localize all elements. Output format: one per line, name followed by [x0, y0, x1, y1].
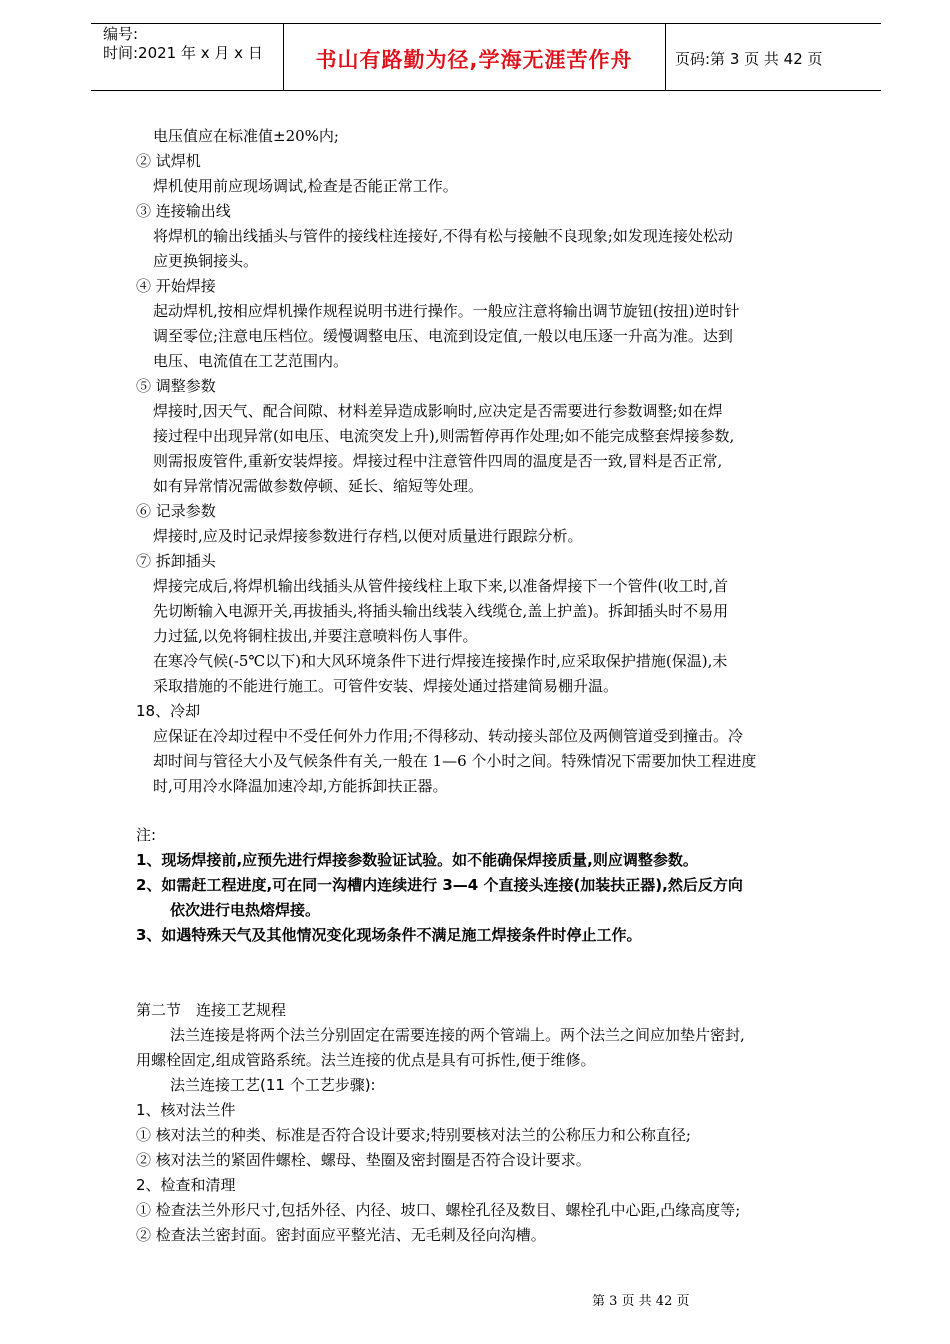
body-line: 时,可用冷水降温加速冷却,方能拆卸扶正器。 [153, 777, 448, 795]
header-divider-right [665, 23, 666, 90]
section-intro: 法兰连接是将两个法兰分别固定在需要连接的两个管端上。两个法兰之间应加垫片密封, [170, 1026, 745, 1044]
body-line: 应保证在冷却过程中不受任何外力作用;不得移动、转动接头部位及两侧管道受到撞击。冷 [153, 727, 744, 745]
header-page-info: 页码:第 3 页 共 42 页 [675, 50, 823, 68]
body-line: 电压值应在标准值±20%内; [153, 127, 339, 145]
note-item: 依次进行电热熔焊接。 [170, 901, 321, 919]
step-item: ② 检查法兰密封面。密封面应平整光洁、无毛刺及径向沟槽。 [136, 1226, 546, 1244]
body-line: 调至零位;注意电压档位。缓慢调整电压、电流到设定值,一般以电压逐一升高为准。达到 [153, 327, 733, 345]
body-line: 焊机使用前应现场调试,检查是否能正常工作。 [153, 177, 458, 195]
note-item: 1、现场焊接前,应预先进行焊接参数验证试验。如不能确保焊接质量,则应调整参数。 [136, 851, 698, 869]
header-top-rule [91, 23, 881, 24]
body-line: 电压、电流值在工艺范围内。 [153, 352, 349, 370]
note-item: 2、如需赶工程进度,可在同一沟槽内连续进行 3—4 个直接头连接(加装扶正器),然后反方向 [136, 876, 743, 894]
body-line: 如有异常情况需做参数停顿、延长、缩短等处理。 [153, 477, 484, 495]
step-heading: ③ 连接输出线 [136, 202, 231, 220]
step-heading: 18、冷却 [136, 702, 201, 720]
header-bottom-rule [91, 90, 881, 91]
body-line: 将焊机的输出线插头与管件的接线柱连接好,不得有松与接触不良现象;如发现连接处松动 [153, 227, 733, 245]
step-heading: ⑥ 记录参数 [136, 502, 216, 520]
body-line: 力过猛,以免将铜柱拔出,并要注意喷料伤人事件。 [153, 627, 478, 645]
body-line: 先切断输入电源开关,再拔插头,将插头输出线装入线缆仓,盖上护盖)。拆卸插头时不易用 [153, 602, 729, 620]
body-line: 接过程中出现异常(如电压、电流突发上升),则需暂停再作处理;如不能完成整套焊接参数, [153, 427, 735, 445]
step-title: 1、核对法兰件 [136, 1101, 236, 1119]
step-item: ① 核对法兰的种类、标准是否符合设计要求;特别要核对法兰的公称压力和公称直径; [136, 1126, 691, 1144]
body-line: 焊接时,应及时记录焊接参数进行存档,以便对质量进行跟踪分析。 [153, 527, 583, 545]
body-line: 则需报废管件,重新安装焊接。焊接过程中注意管件四周的温度是否一致,冒料是否正常, [153, 452, 723, 470]
step-heading: ⑦ 拆卸插头 [136, 552, 216, 570]
body-line: 起动焊机,按相应焊机操作规程说明书进行操作。一般应注意将输出调节旋钮(按扭)逆时针 [153, 302, 740, 320]
header-number-label: 编号: [103, 25, 139, 43]
header-time-label: 时间:2021 年 x 月 x 日 [103, 44, 263, 62]
body-line: 在寒冷气候(-5℃以下)和大风环境条件下进行焊接连接操作时,应采取保护措施(保温),未 [153, 652, 728, 670]
body-line: 应更换铜接头。 [153, 252, 259, 270]
header-meta [103, 25, 263, 63]
body-line: 却时间与管径大小及气候条件有关,一般在 1—6 个小时之间。特殊情况下需要加快工程进度 [153, 752, 757, 770]
body-line: 焊接时,因天气、配合间隙、材料差异造成影响时,应决定是否需要进行参数调整;如在焊 [153, 402, 723, 420]
step-item: ② 核对法兰的紧固件螺栓、螺母、垫圈及密封圈是否符合设计要求。 [136, 1151, 591, 1169]
step-heading: ② 试焊机 [136, 152, 201, 170]
step-heading: ④ 开始焊接 [136, 277, 216, 295]
step-heading: ⑤ 调整参数 [136, 377, 216, 395]
body-line: 焊接完成后,将焊机输出线插头从管件接线柱上取下来,以准备焊接下一个管件(收工时,首 [153, 577, 729, 595]
note-item: 3、如遇特殊天气及其他情况变化现场条件不满足施工焊接条件时停止工作。 [136, 926, 642, 944]
step-item: ① 检查法兰外形尺寸,包括外径、内径、坡口、螺栓孔径及数目、螺栓孔中心距,凸缘高度等; [136, 1201, 741, 1219]
header-motto: 书山有路勤为径,学海无涯苦作舟 [315, 48, 633, 72]
body-line: 采取措施的不能进行施工。可管件安装、焊接处通过搭建简易棚升温。 [153, 677, 619, 695]
page-footer: 第 3 页 共 42 页 [592, 1294, 690, 1309]
step-title: 2、检查和清理 [136, 1176, 236, 1194]
steps-title: 法兰连接工艺(11 个工艺步骤): [170, 1076, 376, 1094]
notes-title: 注: [136, 826, 157, 844]
section-title: 第二节 连接工艺规程 [136, 1001, 287, 1019]
section-intro: 用螺栓固定,组成管路系统。法兰连接的优点是具有可拆性,便于维修。 [136, 1051, 596, 1069]
